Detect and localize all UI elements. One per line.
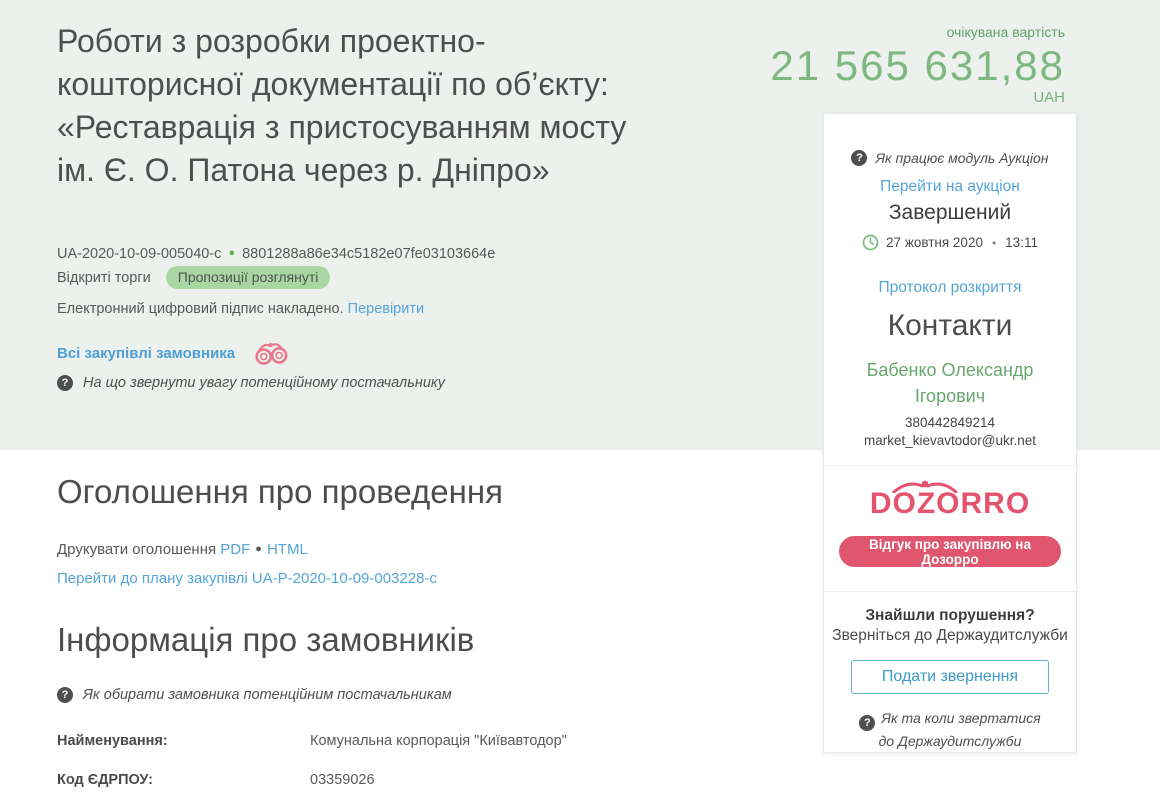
- print-pdf-link[interactable]: PDF: [220, 541, 251, 558]
- supplier-hint-text: На що звернути увагу потенційному постачальнику: [83, 375, 446, 391]
- violation-title: Знайшли порушення?: [865, 607, 1035, 625]
- question-icon: ?: [57, 375, 73, 391]
- announcement-heading: Оголошення про проведення: [57, 473, 503, 510]
- dozorro-binoculars-deco: [890, 479, 960, 493]
- submit-appeal-button[interactable]: Подати звернення: [851, 660, 1049, 693]
- print-html-link[interactable]: HTML: [266, 541, 308, 558]
- auction-time: 13:11: [1005, 235, 1038, 250]
- go-to-auction-link[interactable]: Перейти на аукціон: [880, 178, 1020, 195]
- signature-line: [57, 301, 424, 317]
- violation-hint[interactable]: [824, 708, 1076, 753]
- print-label: Друкувати оголошення: [57, 541, 217, 558]
- table-row: [57, 733, 777, 749]
- auction-date-row: [862, 234, 1038, 251]
- customers-heading: Інформація про замовників: [57, 621, 475, 658]
- customers-hint-text: Як обирати замовника потенційним постачальникам: [83, 687, 452, 703]
- procedure-type: Відкриті торги: [57, 269, 151, 286]
- tender-id: UA-2020-10-09-005040-c: [57, 246, 222, 262]
- expected-value-label: очікувана вартість: [946, 24, 1065, 40]
- contact-email: market_kievavtodor@ukr.net: [863, 433, 1037, 448]
- plan-link[interactable]: Перейти до плану закупівлі UA-P-2020-10-09-003228-c: [57, 570, 437, 587]
- row-label: Найменування:: [57, 733, 168, 749]
- green-dot-separator: ●: [228, 247, 236, 259]
- row-label: Код ЄДРПОУ:: [57, 772, 153, 788]
- violation-hint-text: Як та коли звертатися до Держаудитслужби: [878, 709, 1041, 749]
- contact-name: Бабенко Олександр Ігорович: [866, 360, 1034, 406]
- clock-icon: [862, 234, 879, 251]
- tender-id-line: [57, 246, 495, 262]
- auction-module-hint[interactable]: [851, 150, 1048, 166]
- auction-date: 27 жовтня 2020: [886, 235, 983, 250]
- all-purchases-line: [57, 340, 289, 366]
- expected-value-block: [770, 24, 1065, 106]
- contacts-title: Контакти: [887, 309, 1013, 342]
- question-icon: ?: [859, 715, 875, 731]
- dozorro-logo-text: DOZORRO: [869, 487, 1031, 520]
- row-value: Комунальна корпорація "Київавтодор": [310, 733, 567, 749]
- currency-label: UAH: [1033, 89, 1065, 106]
- customers-hint[interactable]: [57, 687, 452, 703]
- dot-separator: •: [991, 235, 997, 250]
- contact-phone: 380442849214: [904, 415, 996, 430]
- supplier-hint[interactable]: [57, 375, 445, 391]
- print-line: [57, 541, 308, 558]
- card-divider: [824, 465, 1076, 466]
- status-badge: Пропозиції розглянуті: [166, 266, 331, 289]
- tender-hash: 8801288a86e34c5182e07fe03103664e: [242, 246, 496, 262]
- status-line: [57, 266, 330, 289]
- page-title: Роботи з розробки проектно-кошторисної документації по об’єкту: «Реставрація з пристосуванням мосту ім. Є. О. Патона через р. Дніпро»: [57, 23, 627, 188]
- auction-status: Завершений: [888, 201, 1012, 224]
- signature-text: Електронний цифровий підпис накладено.: [57, 301, 344, 317]
- table-row: [57, 772, 777, 788]
- verify-signature-link[interactable]: Перевірити: [347, 301, 425, 317]
- question-icon: ?: [851, 150, 867, 166]
- question-icon: ?: [57, 687, 73, 703]
- dot-separator: ●: [255, 543, 262, 555]
- auction-sidebar-card: [823, 113, 1077, 753]
- binoculars-icon: [252, 339, 290, 367]
- card-divider: [824, 591, 1076, 592]
- all-purchases-link[interactable]: Всі закупівлі замовника: [57, 344, 236, 362]
- protocol-link[interactable]: Протокол розкриття: [878, 279, 1022, 296]
- violation-subtitle: Зверніться до Держаудитслужби: [832, 627, 1068, 645]
- auction-hint-text: Як працює модуль Аукціон: [875, 150, 1049, 166]
- dozorro-logo: [870, 487, 1030, 521]
- dozorro-feedback-button[interactable]: Відгук про закупівлю на Дозорро: [839, 536, 1061, 567]
- expected-value-number: 21 565 631,88: [770, 42, 1065, 89]
- row-value: 03359026: [310, 772, 375, 788]
- plan-line: [57, 570, 437, 587]
